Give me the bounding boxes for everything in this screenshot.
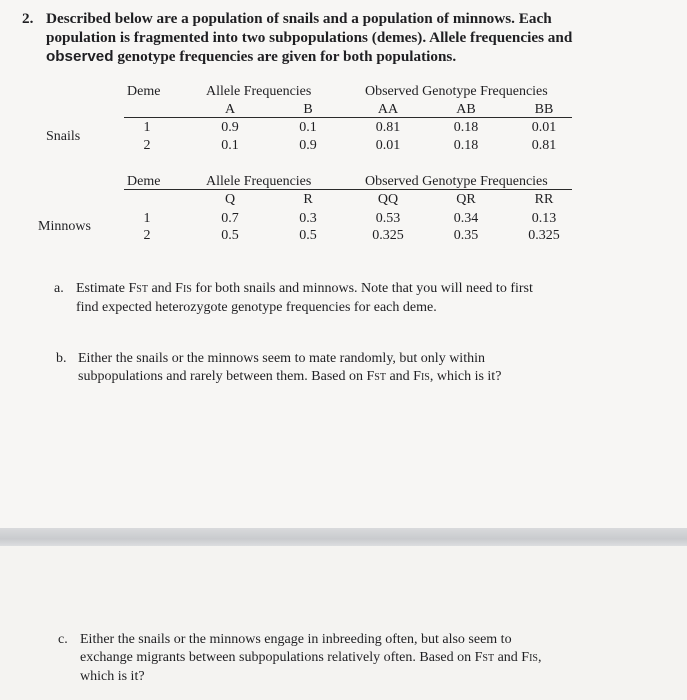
snails-deme-1: 1 <box>143 120 151 135</box>
minnows-deme-2: 2 <box>143 228 151 243</box>
question-number: 2. <box>22 10 34 27</box>
minnows-genotype-col-3: RR <box>534 192 554 207</box>
part-c <box>58 631 618 691</box>
minnows-r1-rr: 0.13 <box>531 211 557 226</box>
part-a-label: a. <box>54 281 64 296</box>
minnows-r2-qq: 0.325 <box>372 228 404 243</box>
snails-header-rule <box>124 117 572 118</box>
snails-r1-b: 0.1 <box>299 120 317 135</box>
minnows-genotype-header: Observed Genotype Frequencies <box>365 174 548 189</box>
minnows-r1-q: 0.7 <box>221 211 239 226</box>
snails-r1-aa: 0.81 <box>375 120 401 135</box>
snails-genotype-col-3: BB <box>534 102 554 117</box>
snails-deme-header: Deme <box>127 84 161 99</box>
snails-allele-header: Allele Frequencies <box>206 84 312 99</box>
snails-label: Snails <box>46 129 81 144</box>
part-b-label: b. <box>56 351 67 366</box>
snails-r2-a: 0.1 <box>221 138 239 153</box>
minnows-deme-1: 1 <box>143 211 151 226</box>
snails-r2-b: 0.9 <box>299 138 317 153</box>
minnows-r1-qq: 0.53 <box>375 211 401 226</box>
snails-r1-ab: 0.18 <box>453 120 479 135</box>
minnows-header-rule <box>124 189 572 190</box>
snails-r1-bb: 0.01 <box>531 120 557 135</box>
snails-genotype-col-1: AA <box>377 102 399 117</box>
minnows-r2-rr: 0.325 <box>528 228 560 243</box>
snails-allele-col-2: B <box>303 102 313 117</box>
part-a <box>54 280 614 320</box>
snails-genotype-header: Observed Genotype Frequencies <box>365 84 548 99</box>
part-c-text: Either the snails or the minnows engage in inbreeding often, but also seem to exchange migrants between subpopulations relatively often. Based on FST and FIS, which is it? <box>80 632 542 684</box>
minnows-allele-col-2: R <box>303 192 313 207</box>
part-a-text: Estimate FST and FIS for both snails and minnows. Note that you will need to first find expected heterozygote genotype frequencies for each deme. <box>76 281 533 315</box>
minnows-r1-r: 0.3 <box>299 211 317 226</box>
part-b <box>56 350 616 390</box>
page-gap <box>0 528 687 546</box>
snails-allele-col-1: A <box>224 102 236 117</box>
part-b-text: Either the snails or the minnows seem to mate randomly, but only within subpopulations and rarely between them. Based on FST and FIS, which is it? <box>78 351 502 384</box>
minnows-r2-r: 0.5 <box>299 228 317 243</box>
part-c-label: c. <box>58 632 68 647</box>
minnows-label: Minnows <box>38 219 91 234</box>
observed-emphasis: observed <box>46 48 114 65</box>
minnows-r1-qr: 0.34 <box>453 211 479 226</box>
snails-r2-ab: 0.18 <box>453 138 479 153</box>
snails-r2-aa: 0.01 <box>375 138 401 153</box>
minnows-genotype-col-1: QQ <box>377 192 399 207</box>
minnows-r2-q: 0.5 <box>221 228 239 243</box>
snails-deme-2: 2 <box>143 138 151 153</box>
minnows-deme-header: Deme <box>127 174 161 189</box>
snails-genotype-col-2: AB <box>456 102 476 117</box>
minnows-genotype-col-2: QR <box>456 192 476 207</box>
minnows-allele-col-1: Q <box>224 192 236 207</box>
snails-r1-a: 0.9 <box>221 120 239 135</box>
minnows-r2-qr: 0.35 <box>453 228 479 243</box>
question-text: Described below are a population of snails and a population of minnows. Each population is fragmented into two subpopulations (demes). Allele frequencies and observed genotype frequencies are given for both populations. <box>46 10 573 65</box>
minnows-allele-header: Allele Frequencies <box>206 174 312 189</box>
snails-r2-bb: 0.81 <box>531 138 557 153</box>
